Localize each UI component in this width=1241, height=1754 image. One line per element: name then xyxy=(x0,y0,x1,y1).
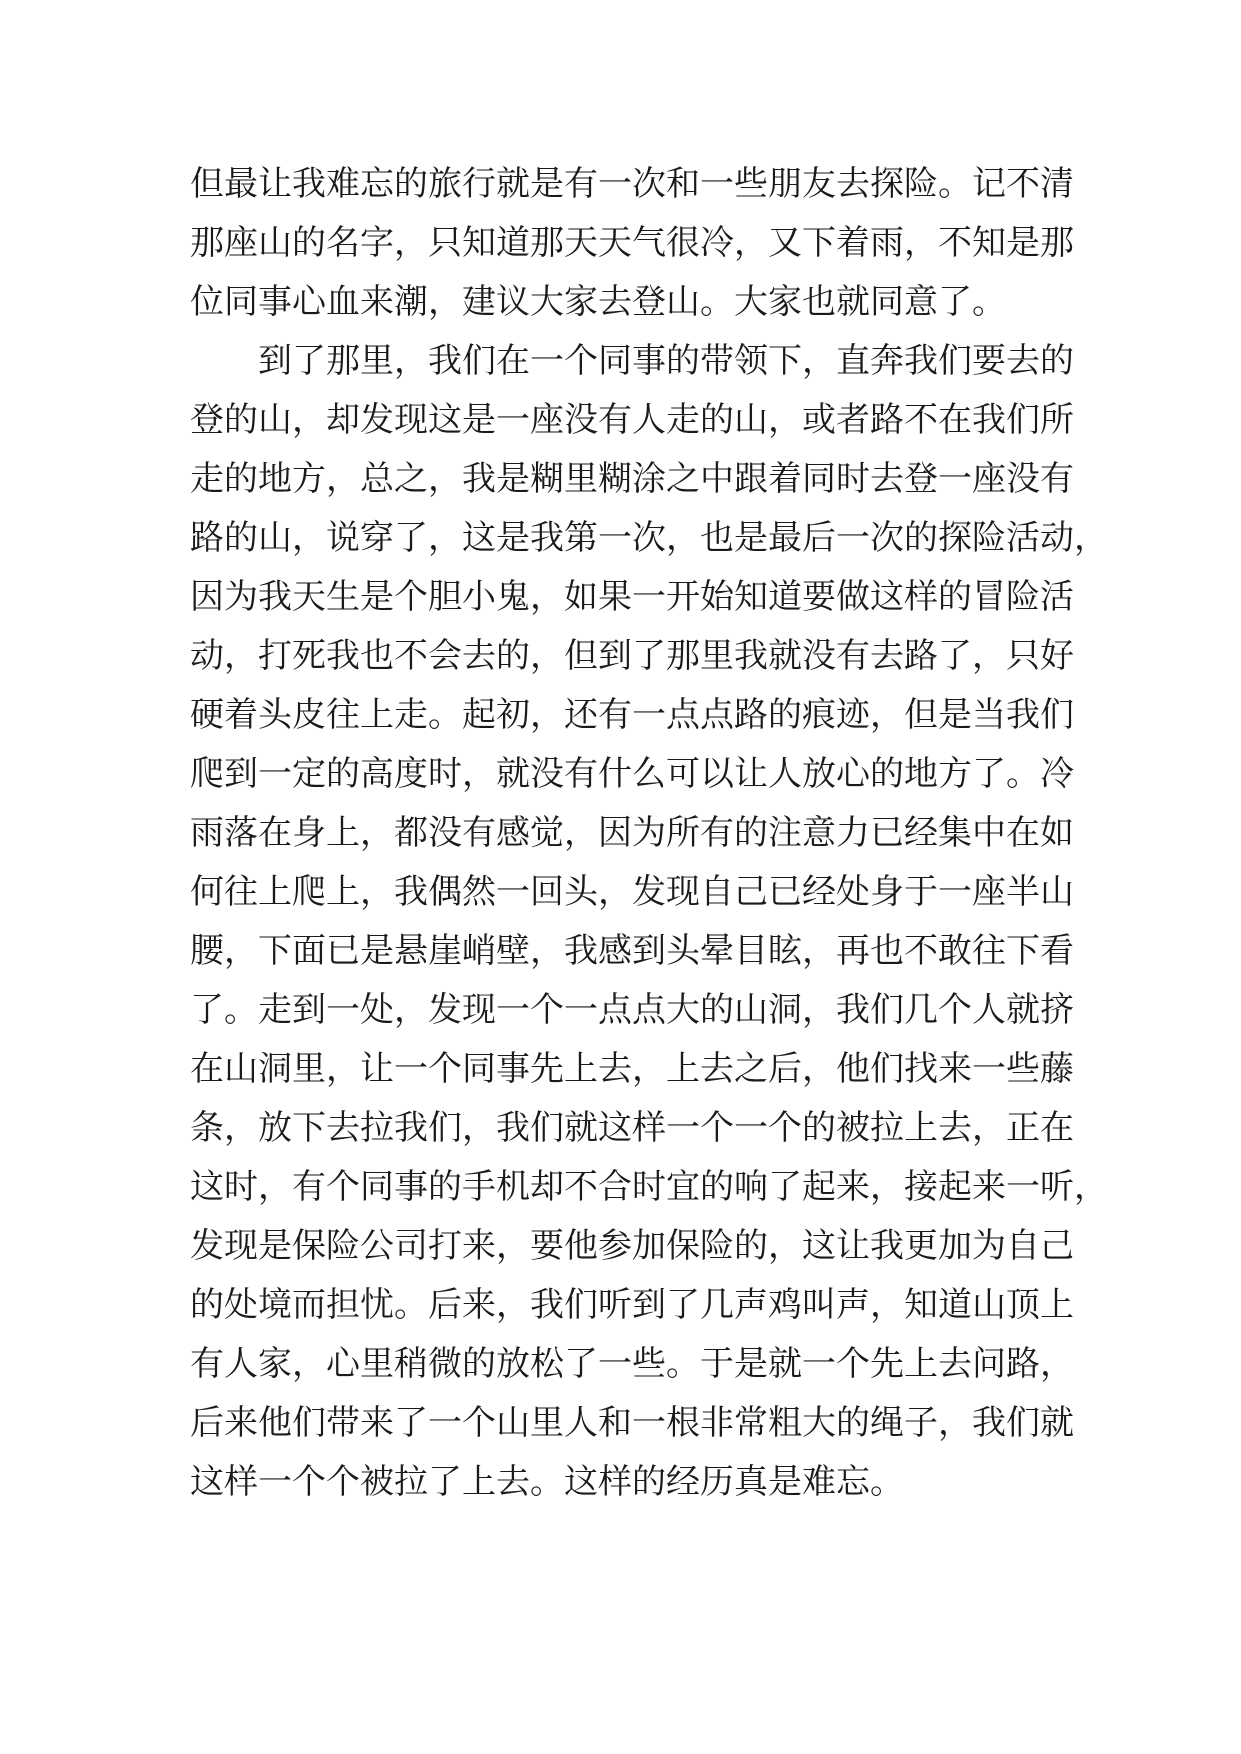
text-line: 腰，下面已是悬崖峭壁，我感到头晕目眩，再也不敢往下看 xyxy=(190,931,1074,971)
text-line: 位同事心血来潮，建议大家去登山。大家也就同意了。 xyxy=(190,282,1006,322)
text-line: 在山洞里，让一个同事先上去，上去之后，他们找来一些藤 xyxy=(190,1049,1074,1089)
text-line: 动，打死我也不会去的，但到了那里我就没有去路了，只好 xyxy=(190,636,1074,676)
text-line: 的处境而担忧。后来，我们听到了几声鸡叫声，知道山顶上 xyxy=(190,1285,1074,1325)
text-line: 了。走到一处，发现一个一点点大的山洞，我们几个人就挤 xyxy=(190,990,1074,1030)
text-line: 那座山的名字，只知道那天天气很冷，又下着雨，不知是那 xyxy=(190,223,1074,263)
text-line: 雨落在身上，都没有感觉，因为所有的注意力已经集中在如 xyxy=(190,813,1074,853)
text-line: 登的山，却发现这是一座没有人走的山，或者路不在我们所 xyxy=(190,400,1074,440)
text-line: 但最让我难忘的旅行就是有一次和一些朋友去探险。记不清 xyxy=(190,164,1074,204)
text-line: 这样一个个被拉了上去。这样的经历真是难忘。 xyxy=(190,1462,904,1502)
text-line: 到了那里，我们在一个同事的带领下，直奔我们要去的 xyxy=(258,341,1074,381)
body-text xyxy=(190,155,1108,1512)
text-line: 硬着头皮往上走。起初，还有一点点路的痕迹，但是当我们 xyxy=(190,695,1074,735)
text-line: 发现是保险公司打来，要他参加保险的，这让我更加为自己 xyxy=(190,1226,1074,1266)
text-line: 何往上爬上，我偶然一回头，发现自己已经处身于一座半山 xyxy=(190,872,1074,912)
text-line: 爬到一定的高度时，就没有什么可以让人放心的地方了。冷 xyxy=(190,754,1074,794)
text-line: 后来他们带来了一个山里人和一根非常粗大的绳子，我们就 xyxy=(190,1403,1074,1443)
text-line: 有人家，心里稍微的放松了一些。于是就一个先上去问路， xyxy=(190,1344,1074,1384)
text-line: 这时，有个同事的手机却不合时宜的响了起来，接起来一听， xyxy=(190,1167,1108,1207)
text-line: 路的山，说穿了，这是我第一次，也是最后一次的探险活动， xyxy=(190,518,1108,558)
text-line: 因为我天生是个胆小鬼，如果一开始知道要做这样的冒险活 xyxy=(190,577,1074,617)
text-line: 条，放下去拉我们，我们就这样一个一个的被拉上去，正在 xyxy=(190,1108,1074,1148)
text-line: 走的地方，总之，我是糊里糊涂之中跟着同时去登一座没有 xyxy=(190,459,1074,499)
